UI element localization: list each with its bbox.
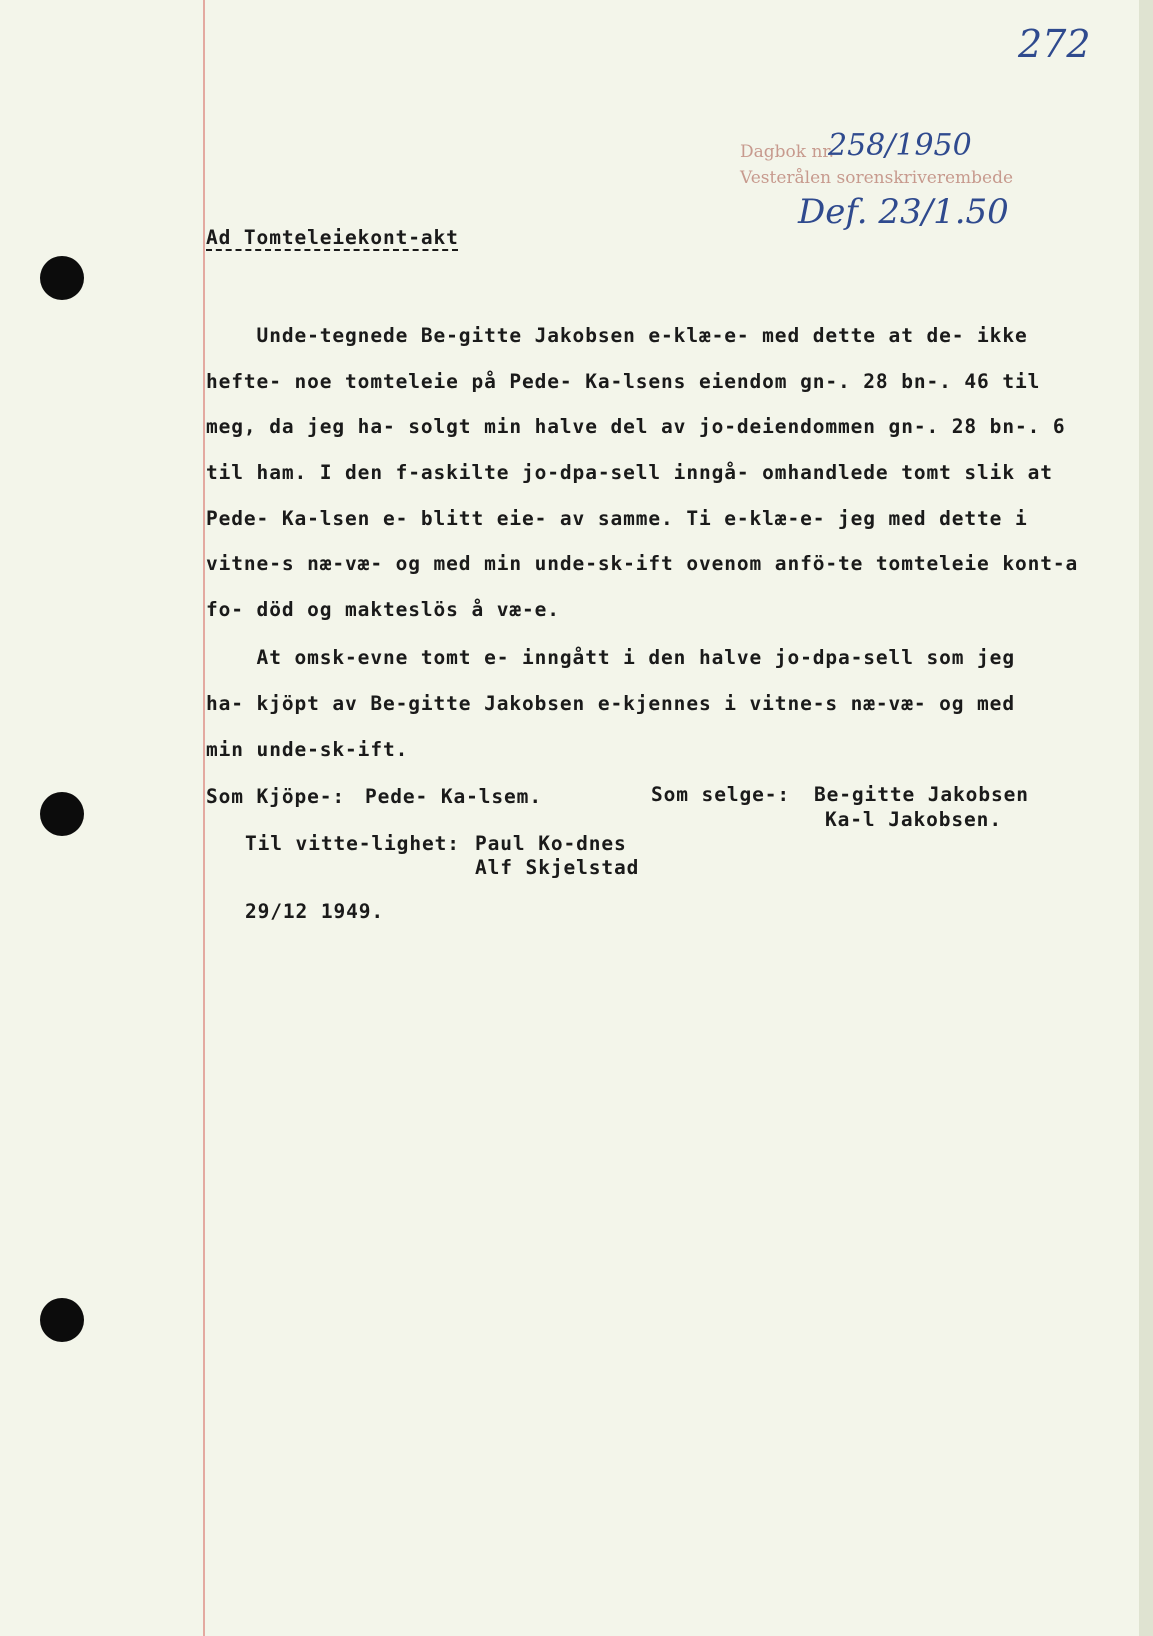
text-line: min unde-sk-ift. bbox=[206, 738, 409, 761]
text-line: meg, da jeg ha- solgt min halve del av jo-deiendommen gn-. 28 bn-. 6 bbox=[206, 415, 1066, 438]
text-line: Unde-tegnede Be-gitte Jakobsen e-klæ-e- med dette at de- ikke bbox=[206, 324, 1028, 347]
witness-label: Til vitte-lighet: bbox=[245, 832, 460, 855]
buyer-name: Pede- Ka-lsem. bbox=[365, 785, 542, 808]
text-line: fo- död og makteslös å væ-e. bbox=[206, 598, 560, 621]
punch-hole-middle bbox=[40, 792, 84, 836]
text-line: hefte- noe tomteleie på Pede- Ka-lsens eiendom gn-. 28 bn-. 46 til bbox=[206, 370, 1041, 393]
text-line: Pede- Ka-lsen e- blitt eie- av samme. Ti e-klæ-e- jeg med dette i bbox=[206, 507, 1028, 530]
margin-rule bbox=[203, 0, 205, 1636]
buyer-label: Som Kjöpe-: bbox=[206, 785, 346, 808]
page-number: 272 bbox=[1018, 22, 1091, 66]
document-title: Ad Tomteleiekont-akt bbox=[206, 226, 459, 249]
text-line: At omsk-evne tomt e- inngått i den halve jo-dpa-sell som jeg bbox=[206, 646, 1015, 669]
punch-hole-bottom bbox=[40, 1298, 84, 1342]
text-line: vitne-s næ-væ- og med min unde-sk-ift ovenom anfö-te tomteleie kont-a bbox=[206, 552, 1079, 575]
handwritten-registration-note: Def. 23/1.50 bbox=[798, 192, 1009, 232]
stamp-office-name: Vesterålen sorenskriverembede bbox=[740, 168, 1014, 188]
stamp-diary-number: 258/1950 bbox=[828, 128, 972, 163]
text-line: ha- kjöpt av Be-gitte Jakobsen e-kjennes i vitne-s næ-væ- og med bbox=[206, 692, 1015, 715]
witness-1: Paul Ko-dnes bbox=[475, 832, 627, 855]
document-date: 29/12 1949. bbox=[245, 900, 385, 923]
seller-name-2: Ka-l Jakobsen. bbox=[825, 808, 1002, 831]
stamp-diary-label: Dagbok nr. bbox=[740, 142, 835, 162]
text-line: til ham. I den f-askilte jo-dpa-sell inngå- omhandlede tomt slik at bbox=[206, 461, 1053, 484]
punch-hole-top bbox=[40, 256, 84, 300]
seller-name-1: Be-gitte Jakobsen bbox=[814, 783, 1029, 806]
seller-label: Som selge-: bbox=[651, 783, 791, 806]
witness-2: Alf Skjelstad bbox=[475, 856, 640, 879]
